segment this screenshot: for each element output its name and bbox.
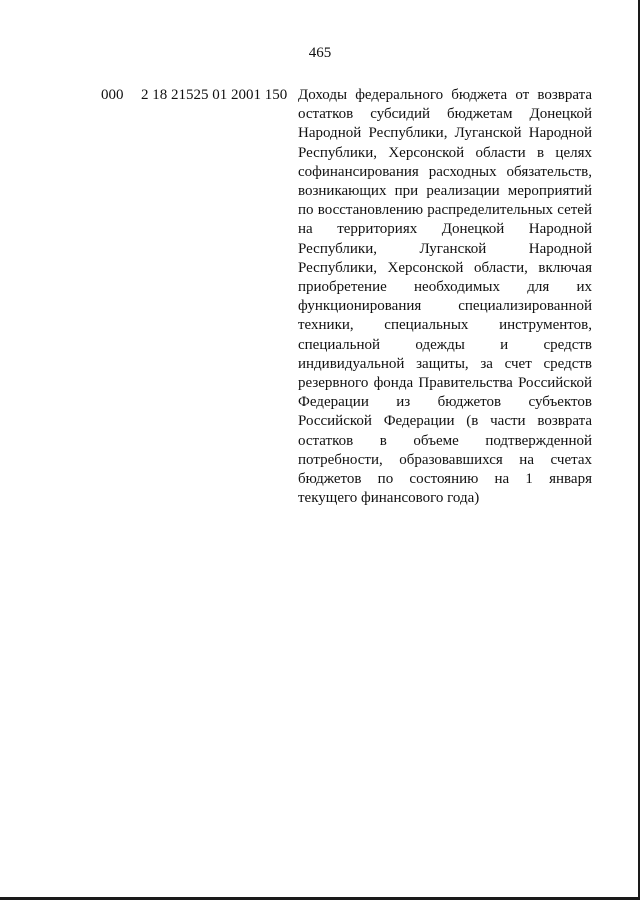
income-description: Доходы федерального бюджета от возврата остатков субсидий бюджетам Донецкой Народной Республики, Луганской Народной Республики, Херсонской области в целях софинансирования расходных обязательств, возникающих при реализации мероприятий по восстановлению распределительных сетей на территориях Донецкой Народной Республики, Луганской Народной Республики, Херсонской области, включая приобретение необходимых для их функционирования специализированной техники, специальных инструментов, специальной одежды и средств индивидуальной защиты, за счет средств резервного фонда Правительства Российской Федерации из бюджетов субъектов Российской Федерации (в части возврата остатков в объеме подтвержденной потребности, образовавшихся на счетах бюджетов по состоянию на 1 января текущего финансового года)	[298, 87, 592, 507]
budget-classification-code: 2 18 21525 01 2001 150	[141, 87, 288, 103]
admin-code: 000	[101, 87, 124, 103]
page-number: 465	[308, 45, 332, 61]
